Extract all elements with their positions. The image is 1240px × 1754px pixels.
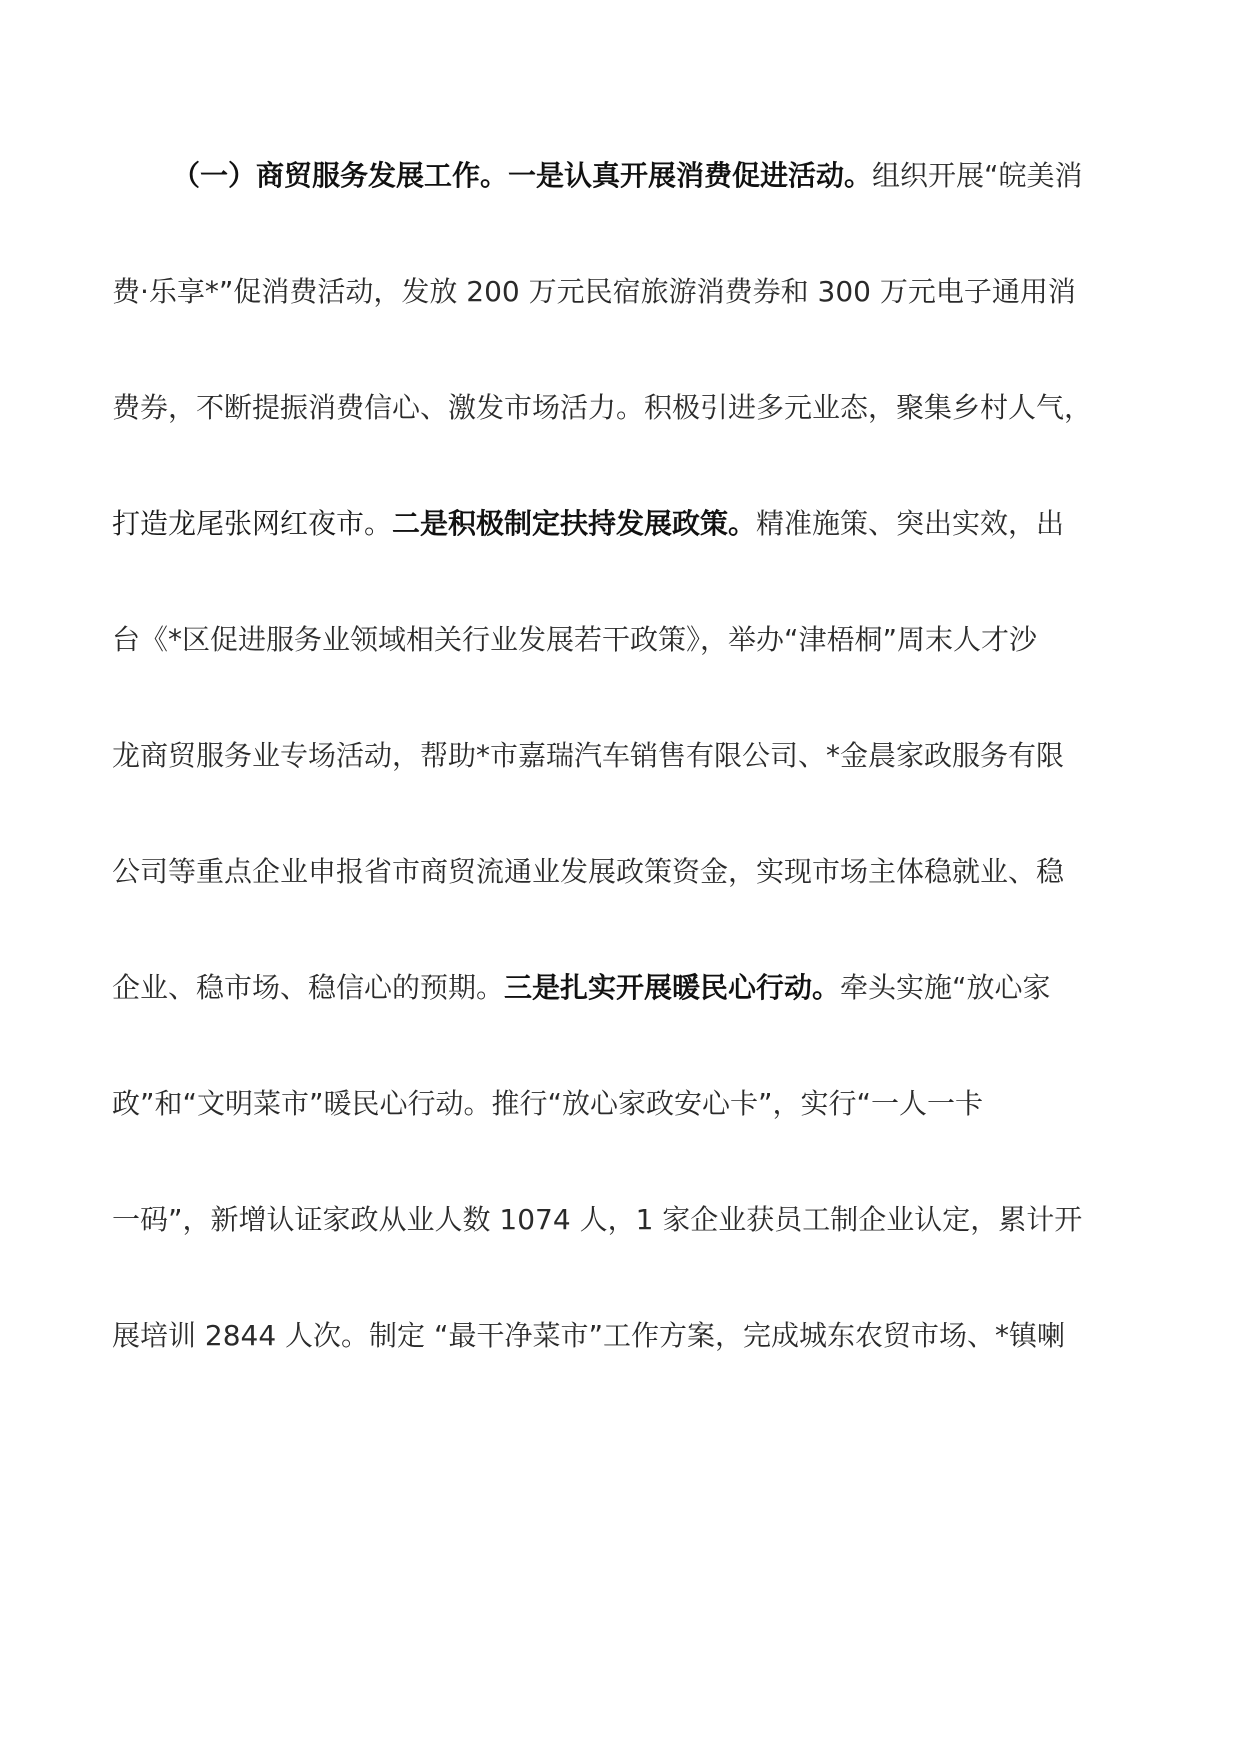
body-text: 公司等重点企业申报省市商贸流通业发展政策资金，实现市场主体稳就业、稳 [112,855,1065,888]
paragraph-line-7 [112,842,1152,902]
paragraph-line-8 [112,958,1152,1018]
paragraph-line-4 [112,494,1152,554]
bold-heading: （一）商贸服务发展工作。一是认真开展消费促进活动。 [172,159,873,192]
body-text: 一码”，新增认证家政从业人数 1074 人，1 家企业获员工制企业认定，累计开 [112,1203,1083,1236]
body-text: 费·乐享*”促消费活动，发放 200 万元民宿旅游消费券和 300 万元电子通用消 [112,275,1076,308]
paragraph-line-9 [112,1074,1152,1134]
body-text: 费券，不断提振消费信心、激发市场活力。积极引进多元业态，聚集乡村人气， [112,391,1093,424]
body-text: 组织开展“皖美消 [872,159,1083,192]
bold-heading: 二是积极制定扶持发展政策。 [392,507,757,540]
body-text: 展培训 2844 人次。制定 “最干净菜市”工作方案，完成城东农贸市场、*镇喇 [112,1319,1065,1352]
paragraph-line-6 [112,726,1152,786]
body-text: 龙商贸服务业专场活动，帮助*市嘉瑞汽车销售有限公司、*金晨家政服务有限 [112,739,1065,772]
paragraph-line-3 [112,378,1152,438]
paragraph-line-5 [112,610,1152,670]
body-text: 企业、稳市场、稳信心的预期。 [112,971,505,1004]
body-text: 台《*区促进服务业领域相关行业发展若干政策》，举办“津梧桐”周末人才沙 [112,623,1038,656]
bold-heading: 三是扎实开展暖民心行动。 [504,971,841,1004]
paragraph-line-2 [112,262,1152,322]
body-text: 打造龙尾张网红夜市。 [112,507,393,540]
body-text: 牵头实施“放心家 [840,971,1051,1004]
body-text: 精准施策、突出实效，出 [756,507,1065,540]
body-text: 政”和“文明菜市”暖民心行动。推行“放心家政安心卡”，实行“一人一卡 [112,1087,984,1120]
paragraph-line-1 [172,146,1152,206]
paragraph-line-10 [112,1190,1152,1250]
paragraph-line-11 [112,1306,1152,1366]
